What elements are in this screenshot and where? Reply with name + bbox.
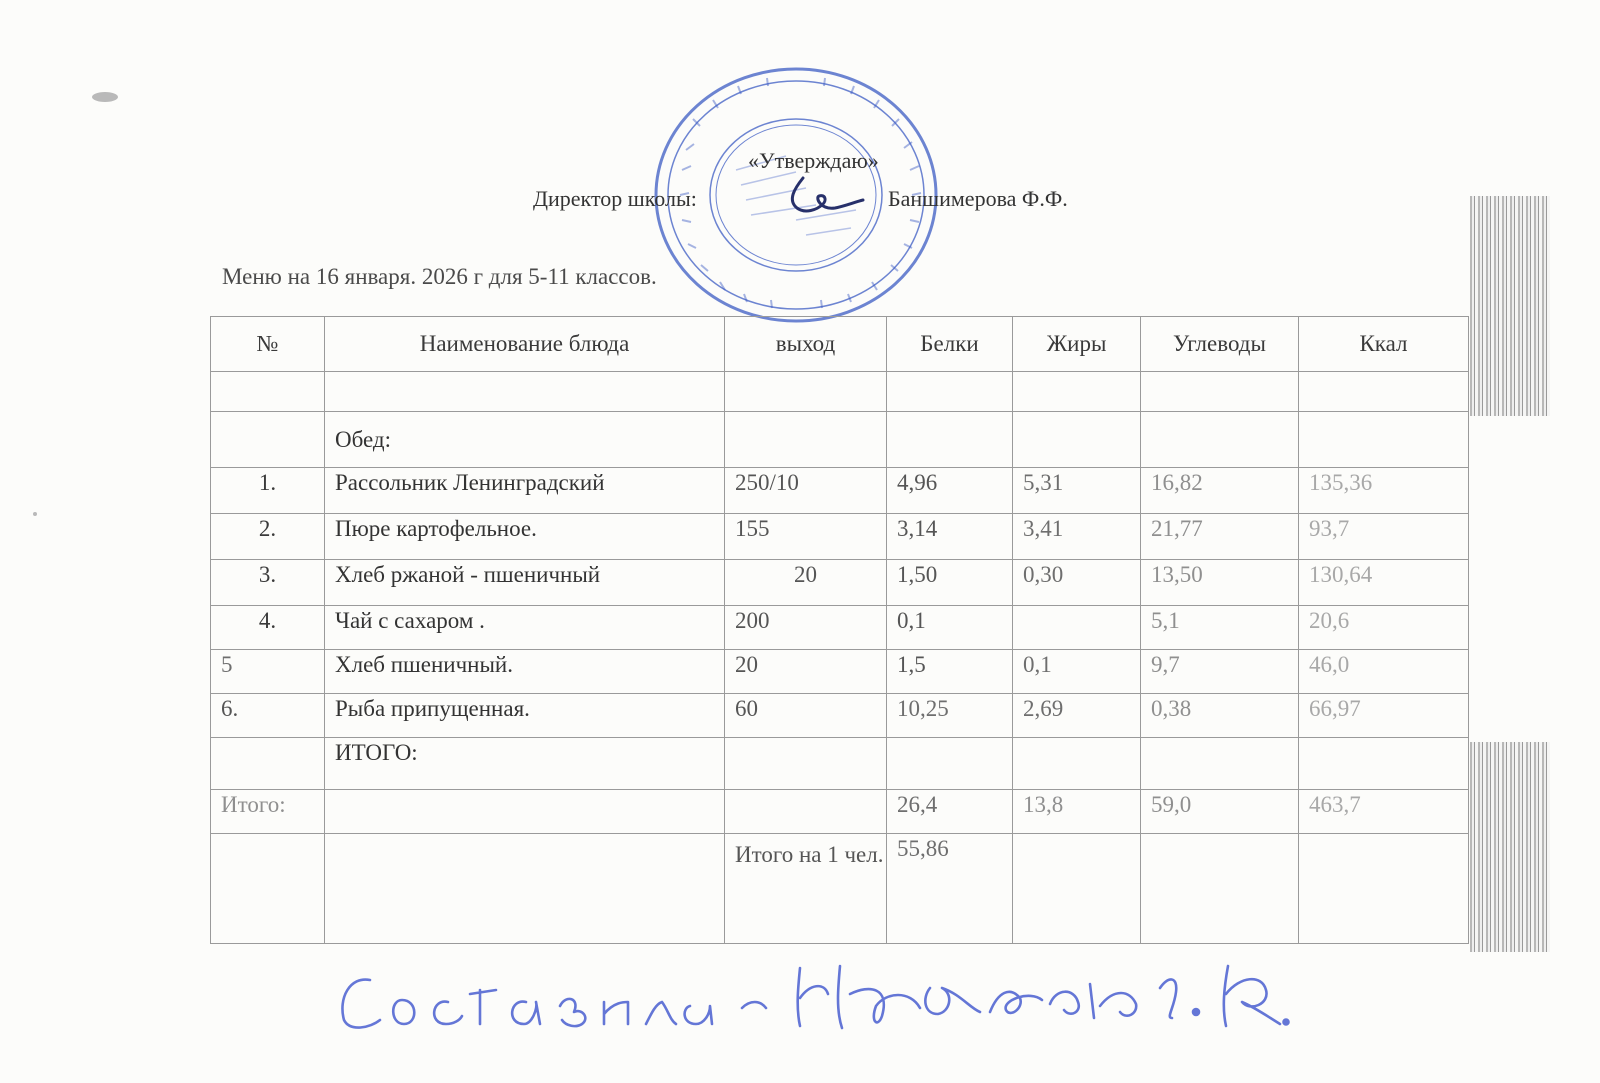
table-row-total [211,790,1469,834]
dish-name: Рассольник Ленинградский [325,468,725,514]
dish-carbs: 9,7 [1141,650,1299,694]
scan-edge-artifact [1470,742,1550,952]
column-header-kcal: Ккал [1299,317,1469,372]
column-header-protein: Белки [887,317,1013,372]
column-header-number: № [211,317,325,372]
dish-protein: 3,14 [887,514,1013,560]
dish-protein: 1,50 [887,560,1013,606]
scan-speck [33,512,37,516]
dish-carbs: 16,82 [1141,468,1299,514]
dish-fat: 2,69 [1013,694,1141,738]
total-label: Итого: [211,790,325,834]
total-caps-label: ИТОГО: [325,738,725,790]
column-header-yield: выход [725,317,887,372]
dish-fat: 0,1 [1013,650,1141,694]
row-number: 1. [211,468,325,514]
dish-protein: 10,25 [887,694,1013,738]
total-protein: 26,4 [887,790,1013,834]
row-number: 6. [211,694,325,738]
dish-kcal: 20,6 [1299,606,1469,650]
table-row-per-person [211,834,1469,944]
director-label: Директор школы: [533,186,697,211]
table-row-empty [211,372,1469,412]
column-header-dish-name: Наименование блюда [325,317,725,372]
dish-yield: 20 [725,650,887,694]
dish-kcal: 66,97 [1299,694,1469,738]
table-row-total-caps [211,738,1469,790]
table-row-section [211,412,1469,468]
dish-carbs: 13,50 [1141,560,1299,606]
compiler-handwritten-signature [330,928,1290,1038]
dish-name: Чай с сахаром . [325,606,725,650]
total-kcal: 463,7 [1299,790,1469,834]
dish-kcal: 130,64 [1299,560,1469,606]
dish-protein: 4,96 [887,468,1013,514]
dish-name: Рыба припущенная. [325,694,725,738]
menu-title: Меню на 16 января. 2026 г для 5-11 классов. [222,264,657,289]
scan-speck [92,92,118,102]
column-header-fat: Жиры [1013,317,1141,372]
table-header-row [211,317,1469,372]
total-fat: 13,8 [1013,790,1141,834]
table-row [211,694,1469,738]
table-row [211,468,1469,514]
director-name: Баншимерова Ф.Ф. [888,186,1068,211]
dish-yield: 250/10 [725,468,887,514]
dish-name: Пюре картофельное. [325,514,725,560]
dish-carbs: 21,77 [1141,514,1299,560]
dish-name: Хлеб ржаной - пшеничный [325,560,725,606]
menu-table [210,316,1469,944]
per-person-label: Итого на 1 чел. [725,834,887,944]
per-person-value: 55,86 [887,834,1013,944]
dish-yield: 20 [725,560,887,606]
dish-fat: 3,41 [1013,514,1141,560]
dish-yield: 155 [725,514,887,560]
dish-kcal: 46,0 [1299,650,1469,694]
table-row [211,514,1469,560]
approve-title: «Утверждаю» [748,148,879,173]
dish-protein: 0,1 [887,606,1013,650]
dish-yield: 60 [725,694,887,738]
dish-kcal: 93,7 [1299,514,1469,560]
dish-fat: 0,30 [1013,560,1141,606]
table-row [211,650,1469,694]
dish-carbs: 0,38 [1141,694,1299,738]
dish-yield: 200 [725,606,887,650]
total-carbs: 59,0 [1141,790,1299,834]
row-number: 3. [211,560,325,606]
dish-carbs: 5,1 [1141,606,1299,650]
section-label-lunch: Обед: [325,412,725,468]
scan-edge-artifact [1470,196,1550,416]
dish-protein: 1,5 [887,650,1013,694]
row-number: 5 [211,650,325,694]
row-number: 2. [211,514,325,560]
table-row [211,606,1469,650]
director-signature [775,170,865,220]
row-number: 4. [211,606,325,650]
dish-fat [1013,606,1141,650]
dish-kcal: 135,36 [1299,468,1469,514]
table-row [211,560,1469,606]
column-header-carbs: Углеводы [1141,317,1299,372]
dish-fat: 5,31 [1013,468,1141,514]
dish-name: Хлеб пшеничный. [325,650,725,694]
